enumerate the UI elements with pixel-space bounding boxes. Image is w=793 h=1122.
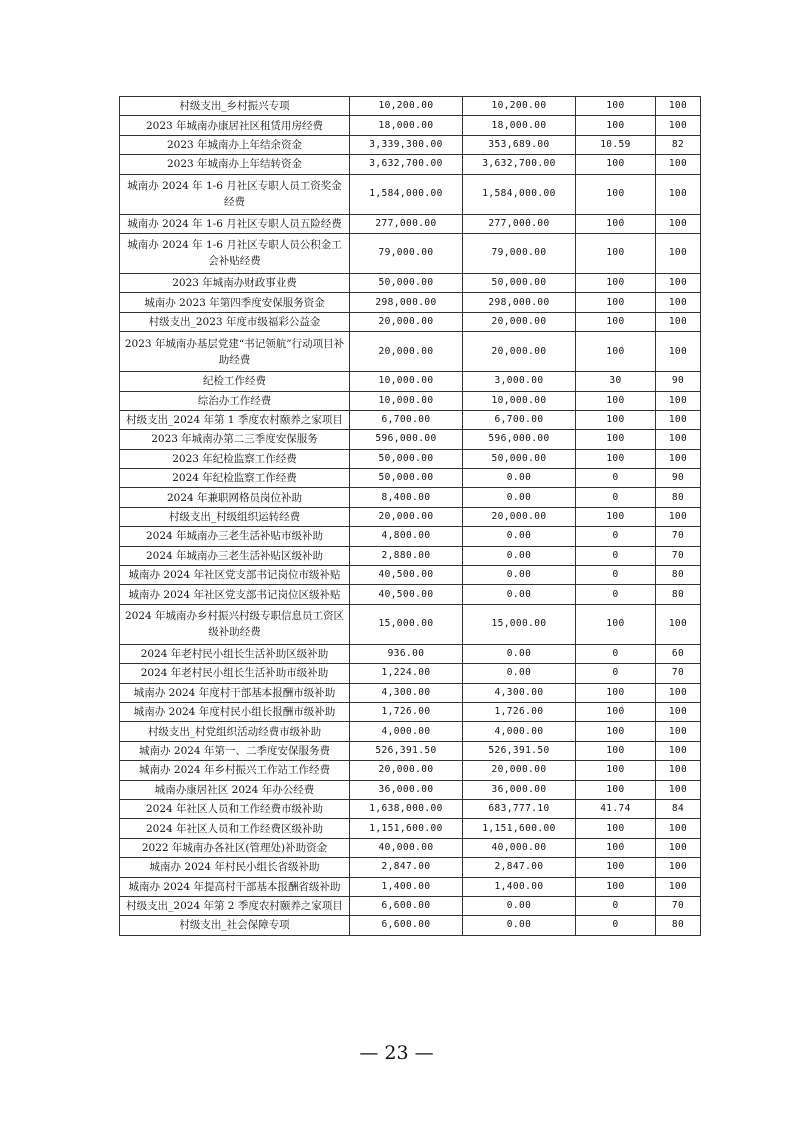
row-budget: 277,000.00 — [350, 214, 463, 233]
table-row — [120, 819, 701, 838]
row-rate: 30 — [576, 372, 656, 391]
row-budget: 1,584,000.00 — [350, 174, 463, 214]
row-budget: 15,000.00 — [350, 604, 463, 644]
row-score: 100 — [656, 604, 701, 644]
table-row — [120, 391, 701, 410]
row-budget: 6,700.00 — [350, 410, 463, 429]
row-actual: 40,000.00 — [463, 838, 576, 857]
row-score: 100 — [656, 722, 701, 741]
row-budget: 20,000.00 — [350, 507, 463, 526]
table-row — [120, 664, 701, 683]
row-actual: 0.00 — [463, 664, 576, 683]
row-rate: 0 — [576, 469, 656, 488]
row-actual: 18,000.00 — [463, 116, 576, 135]
row-actual: 683,777.10 — [463, 799, 576, 818]
row-budget: 3,632,700.00 — [350, 155, 463, 174]
row-budget: 4,800.00 — [350, 527, 463, 546]
row-budget: 20,000.00 — [350, 761, 463, 780]
row-name: 2024 年社区人员和工作经费区级补助 — [120, 819, 350, 838]
row-score: 70 — [656, 546, 701, 565]
row-name: 村级支出_乡村振兴专项 — [120, 97, 350, 116]
row-actual: 6,700.00 — [463, 410, 576, 429]
row-rate: 100 — [576, 214, 656, 233]
row-name: 村级支出_2023 年度市级福彩公益金 — [120, 312, 350, 331]
row-rate: 0 — [576, 585, 656, 604]
row-actual: 0.00 — [463, 469, 576, 488]
row-actual: 20,000.00 — [463, 507, 576, 526]
row-rate: 100 — [576, 430, 656, 449]
row-actual: 2,847.00 — [463, 858, 576, 877]
row-actual: 50,000.00 — [463, 449, 576, 468]
row-actual: 277,000.00 — [463, 214, 576, 233]
row-score: 100 — [656, 702, 701, 721]
row-name: 城南办 2024 年 1-6 月社区专职人员五险经费 — [120, 214, 350, 233]
row-score: 60 — [656, 644, 701, 663]
row-budget: 50,000.00 — [350, 273, 463, 292]
row-rate: 100 — [576, 312, 656, 331]
row-actual: 0.00 — [463, 916, 576, 935]
row-budget: 8,400.00 — [350, 488, 463, 507]
row-name: 2024 年城南办乡村振兴村级专职信息员工资区级补助经费 — [120, 604, 350, 644]
table-row — [120, 722, 701, 741]
table-row — [120, 174, 701, 214]
table-row — [120, 372, 701, 391]
row-rate: 100 — [576, 838, 656, 857]
row-score: 70 — [656, 664, 701, 683]
row-actual: 20,000.00 — [463, 332, 576, 372]
table-row — [120, 293, 701, 312]
table-row — [120, 702, 701, 721]
row-name: 城南办 2024 年社区党支部书记岗位市级补贴 — [120, 566, 350, 585]
row-rate: 100 — [576, 449, 656, 468]
row-name: 2022 年城南办各社区(管理处)补助资金 — [120, 838, 350, 857]
row-name: 2024 年城南办三老生活补贴市级补助 — [120, 527, 350, 546]
row-rate: 0 — [576, 527, 656, 546]
row-name: 村级支出_2024 年第 2 季度农村颐养之家项目 — [120, 896, 350, 915]
table-row — [120, 877, 701, 896]
table-row — [120, 97, 701, 116]
row-rate: 100 — [576, 604, 656, 644]
table-row — [120, 566, 701, 585]
row-budget: 10,000.00 — [350, 391, 463, 410]
table-row — [120, 312, 701, 331]
row-budget: 1,400.00 — [350, 877, 463, 896]
row-name: 城南办康居社区 2024 年办公经费 — [120, 780, 350, 799]
row-rate: 100 — [576, 410, 656, 429]
row-actual: 10,000.00 — [463, 391, 576, 410]
row-rate: 100 — [576, 174, 656, 214]
row-rate: 100 — [576, 877, 656, 896]
table-row — [120, 838, 701, 857]
row-name: 2023 年城南办财政事业费 — [120, 273, 350, 292]
row-budget: 1,151,600.00 — [350, 819, 463, 838]
row-rate: 100 — [576, 293, 656, 312]
row-score: 100 — [656, 819, 701, 838]
row-budget: 18,000.00 — [350, 116, 463, 135]
row-name: 城南办 2024 年度村干部基本报酬市级补助 — [120, 683, 350, 702]
row-actual: 0.00 — [463, 644, 576, 663]
row-score: 100 — [656, 838, 701, 857]
row-rate: 100 — [576, 702, 656, 721]
row-actual: 20,000.00 — [463, 761, 576, 780]
row-name: 城南办 2024 年 1-6 月社区专职人员工资奖金经费 — [120, 174, 350, 214]
row-name: 城南办 2024 年提高村干部基本报酬省级补助 — [120, 877, 350, 896]
row-score: 100 — [656, 332, 701, 372]
row-actual: 3,632,700.00 — [463, 155, 576, 174]
table-row — [120, 644, 701, 663]
table-row — [120, 858, 701, 877]
table-row — [120, 683, 701, 702]
row-budget: 79,000.00 — [350, 233, 463, 273]
row-name: 村级支出_村级组织运转经费 — [120, 507, 350, 526]
row-name: 2024 年社区人员和工作经费市级补助 — [120, 799, 350, 818]
row-score: 80 — [656, 916, 701, 935]
row-budget: 4,300.00 — [350, 683, 463, 702]
row-name: 2023 年城南办基层党建“书记领航”行动项目补助经费 — [120, 332, 350, 372]
row-name: 村级支出_2024 年第 1 季度农村颐养之家项目 — [120, 410, 350, 429]
row-rate: 100 — [576, 391, 656, 410]
row-rate: 100 — [576, 97, 656, 116]
row-score: 80 — [656, 488, 701, 507]
table-row — [120, 604, 701, 644]
row-score: 100 — [656, 273, 701, 292]
row-actual: 0.00 — [463, 896, 576, 915]
row-rate: 41.74 — [576, 799, 656, 818]
row-name: 城南办 2023 年第四季度安保服务资金 — [120, 293, 350, 312]
row-score: 80 — [656, 585, 701, 604]
row-budget: 526,391.50 — [350, 741, 463, 760]
row-actual: 1,584,000.00 — [463, 174, 576, 214]
row-budget: 6,600.00 — [350, 916, 463, 935]
row-rate: 0 — [576, 664, 656, 683]
row-score: 84 — [656, 799, 701, 818]
row-budget: 20,000.00 — [350, 332, 463, 372]
row-name: 城南办 2024 年 1-6 月社区专职人员公积金工会补贴经费 — [120, 233, 350, 273]
row-actual: 1,400.00 — [463, 877, 576, 896]
row-budget: 40,500.00 — [350, 585, 463, 604]
row-name: 村级支出_村党组织活动经费市级补助 — [120, 722, 350, 741]
row-budget: 20,000.00 — [350, 312, 463, 331]
row-budget: 596,000.00 — [350, 430, 463, 449]
table-row — [120, 214, 701, 233]
row-score: 100 — [656, 761, 701, 780]
table-row — [120, 585, 701, 604]
row-actual: 0.00 — [463, 585, 576, 604]
row-actual: 10,200.00 — [463, 97, 576, 116]
table-row — [120, 896, 701, 915]
table-row — [120, 780, 701, 799]
row-name: 城南办 2024 年第一、二季度安保服务费 — [120, 741, 350, 760]
row-rate: 100 — [576, 507, 656, 526]
row-rate: 0 — [576, 644, 656, 663]
row-score: 82 — [656, 135, 701, 154]
table-row — [120, 155, 701, 174]
row-score: 100 — [656, 233, 701, 273]
row-name: 城南办 2024 年村民小组长省级补助 — [120, 858, 350, 877]
row-actual: 1,151,600.00 — [463, 819, 576, 838]
row-rate: 100 — [576, 233, 656, 273]
row-budget: 50,000.00 — [350, 469, 463, 488]
table-row — [120, 761, 701, 780]
row-score: 100 — [656, 214, 701, 233]
row-rate: 100 — [576, 155, 656, 174]
row-budget: 4,000.00 — [350, 722, 463, 741]
row-actual: 3,000.00 — [463, 372, 576, 391]
row-rate: 100 — [576, 761, 656, 780]
row-score: 70 — [656, 527, 701, 546]
table-row — [120, 507, 701, 526]
row-budget: 40,000.00 — [350, 838, 463, 857]
row-name: 2024 年城南办三老生活补贴区级补助 — [120, 546, 350, 565]
row-score: 100 — [656, 410, 701, 429]
row-name: 村级支出_社会保障专项 — [120, 916, 350, 935]
row-actual: 36,000.00 — [463, 780, 576, 799]
row-actual: 0.00 — [463, 488, 576, 507]
table-row — [120, 233, 701, 273]
table-row — [120, 116, 701, 135]
row-rate: 100 — [576, 819, 656, 838]
row-rate: 100 — [576, 683, 656, 702]
row-actual: 596,000.00 — [463, 430, 576, 449]
row-name: 城南办 2024 年社区党支部书记岗位区级补贴 — [120, 585, 350, 604]
row-actual: 20,000.00 — [463, 312, 576, 331]
row-score: 100 — [656, 430, 701, 449]
table-row — [120, 332, 701, 372]
row-actual: 4,000.00 — [463, 722, 576, 741]
row-rate: 0 — [576, 546, 656, 565]
row-name: 2023 年城南办上年结转资金 — [120, 155, 350, 174]
table-row — [120, 488, 701, 507]
table-row — [120, 469, 701, 488]
row-actual: 0.00 — [463, 566, 576, 585]
row-rate: 100 — [576, 858, 656, 877]
row-score: 90 — [656, 372, 701, 391]
row-score: 100 — [656, 293, 701, 312]
row-rate: 100 — [576, 722, 656, 741]
table-row — [120, 135, 701, 154]
row-actual: 15,000.00 — [463, 604, 576, 644]
row-rate: 100 — [576, 273, 656, 292]
row-rate: 0 — [576, 488, 656, 507]
row-score: 100 — [656, 507, 701, 526]
table-row — [120, 410, 701, 429]
row-budget: 6,600.00 — [350, 896, 463, 915]
table-row — [120, 741, 701, 760]
row-actual: 50,000.00 — [463, 273, 576, 292]
row-score: 70 — [656, 896, 701, 915]
table-row — [120, 430, 701, 449]
row-budget: 1,224.00 — [350, 664, 463, 683]
row-rate: 100 — [576, 780, 656, 799]
row-actual: 0.00 — [463, 527, 576, 546]
table-row — [120, 799, 701, 818]
row-budget: 1,638,000.00 — [350, 799, 463, 818]
row-actual: 353,689.00 — [463, 135, 576, 154]
table-row — [120, 527, 701, 546]
row-score: 100 — [656, 683, 701, 702]
row-score: 100 — [656, 858, 701, 877]
row-score: 100 — [656, 877, 701, 896]
row-score: 100 — [656, 116, 701, 135]
row-name: 2024 年兼职网格员岗位补助 — [120, 488, 350, 507]
table-row — [120, 273, 701, 292]
row-score: 100 — [656, 391, 701, 410]
row-budget: 40,500.00 — [350, 566, 463, 585]
row-name: 城南办 2024 年乡村振兴工作站工作经费 — [120, 761, 350, 780]
row-score: 100 — [656, 155, 701, 174]
row-name: 2023 年纪检监察工作经费 — [120, 449, 350, 468]
row-actual: 1,726.00 — [463, 702, 576, 721]
row-rate: 100 — [576, 116, 656, 135]
row-score: 100 — [656, 741, 701, 760]
row-score: 100 — [656, 174, 701, 214]
row-actual: 526,391.50 — [463, 741, 576, 760]
table-body — [120, 97, 701, 936]
row-name: 纪检工作经费 — [120, 372, 350, 391]
row-actual: 0.00 — [463, 546, 576, 565]
row-rate: 0 — [576, 916, 656, 935]
table-row — [120, 449, 701, 468]
table-row — [120, 546, 701, 565]
row-budget: 3,339,300.00 — [350, 135, 463, 154]
row-actual: 298,000.00 — [463, 293, 576, 312]
row-budget: 10,200.00 — [350, 97, 463, 116]
row-actual: 4,300.00 — [463, 683, 576, 702]
row-actual: 79,000.00 — [463, 233, 576, 273]
row-score: 100 — [656, 780, 701, 799]
row-rate: 0 — [576, 896, 656, 915]
row-name: 综治办工作经费 — [120, 391, 350, 410]
row-budget: 298,000.00 — [350, 293, 463, 312]
row-budget: 2,880.00 — [350, 546, 463, 565]
row-score: 80 — [656, 566, 701, 585]
row-name: 2023 年城南办康居社区租赁用房经费 — [120, 116, 350, 135]
row-name: 2023 年城南办第二三季度安保服务 — [120, 430, 350, 449]
row-name: 2023 年城南办上年结余资金 — [120, 135, 350, 154]
row-score: 100 — [656, 97, 701, 116]
table-row — [120, 916, 701, 935]
row-budget: 2,847.00 — [350, 858, 463, 877]
row-rate: 10.59 — [576, 135, 656, 154]
row-name: 2024 年纪检监察工作经费 — [120, 469, 350, 488]
row-score: 90 — [656, 469, 701, 488]
row-budget: 1,726.00 — [350, 702, 463, 721]
row-name: 2024 年老村民小组长生活补助市级补助 — [120, 664, 350, 683]
row-score: 100 — [656, 449, 701, 468]
row-budget: 50,000.00 — [350, 449, 463, 468]
budget-table — [119, 96, 701, 936]
row-budget: 36,000.00 — [350, 780, 463, 799]
row-rate: 100 — [576, 741, 656, 760]
row-budget: 10,000.00 — [350, 372, 463, 391]
row-budget: 936.00 — [350, 644, 463, 663]
row-rate: 100 — [576, 332, 656, 372]
row-name: 城南办 2024 年度村民小组长报酬市级补助 — [120, 702, 350, 721]
row-score: 100 — [656, 312, 701, 331]
row-rate: 0 — [576, 566, 656, 585]
page-number: — 23 — — [359, 1042, 434, 1064]
row-name: 2024 年老村民小组长生活补助区级补助 — [120, 644, 350, 663]
